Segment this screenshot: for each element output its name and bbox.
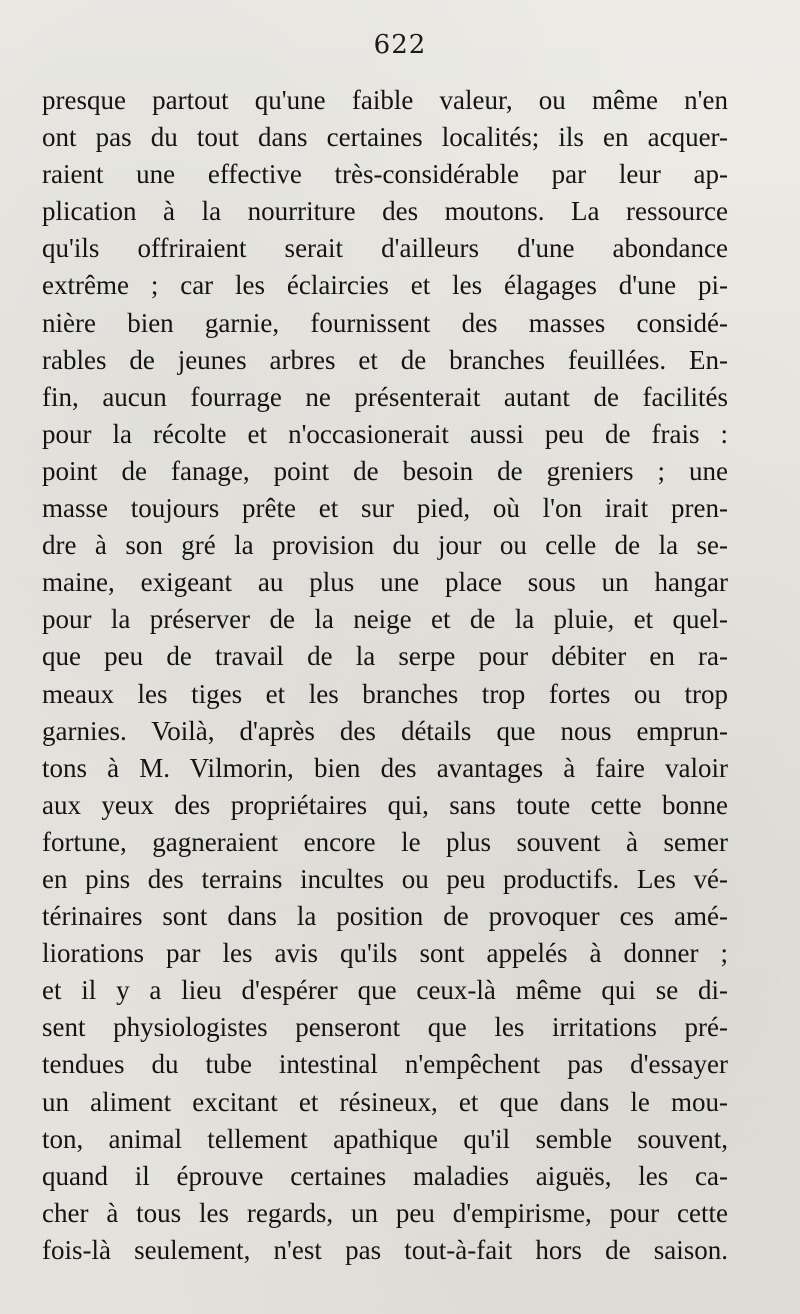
text-line: masse toujours prête et sur pied, où l'on irait pren- [42,493,728,524]
text-line: ont pas du tout dans certaines localités; ils en acquer- [42,122,728,153]
text-line: qu'ils offriraient serait d'ailleurs d'une abondance [42,233,728,264]
text-line: point de fanage, point de besoin de greniers ; une [42,455,728,486]
text-line: nière bien garnie, fournissent des masses considé- [42,307,728,338]
text-line: sent physiologistes penseront que les irritations pré- [42,1012,728,1043]
text-line: garnies. Voilà, d'après des détails que nous emprun- [42,715,728,746]
text-line: en pins des terrains incultes ou peu productifs. Les vé- [42,863,728,894]
text-line: térinaires sont dans la position de provoquer ces amé- [42,901,728,932]
text-line: maine, exigeant au plus une place sous un hangar [42,567,728,598]
body-text [42,82,728,1269]
text-line: que peu de travail de la serpe pour débiter en ra- [42,641,728,672]
text-line: meaux les tiges et les branches trop fortes ou trop [42,678,728,709]
text-line: dre à son gré la provision du jour ou celle de la se- [42,530,728,561]
text-line: quand il éprouve certaines maladies aiguës, les ca- [42,1160,728,1191]
text-line: tons à M. Vilmorin, bien des avantages à faire valoir [42,752,728,783]
text-line: fortune, gagneraient encore le plus souvent à semer [42,826,728,857]
text-line: tendues du tube intestinal n'empêchent pas d'essayer [42,1049,728,1080]
text-line: extrême ; car les éclaircies et les élagages d'une pi- [42,270,728,301]
text-line: plication à la nourriture des moutons. La ressource [42,196,728,227]
page-number: 622 [373,30,427,60]
text-line: liorations par les avis qu'ils sont appelés à donner ; [42,938,728,969]
text-line: un aliment excitant et résineux, et que dans le mou- [42,1086,728,1117]
text-line: cher à tous les regards, un peu d'empirisme, pour cette [42,1197,728,1228]
text-line: pour la préserver de la neige et de la pluie, et quel- [42,604,728,635]
text-line: fois-là seulement, n'est pas tout-à-fait hors de saison. [42,1234,728,1265]
text-line: et il y a lieu d'espérer que ceux-là même qui se di- [42,975,728,1006]
text-line: raient une effective très-considérable par leur ap- [42,159,728,190]
text-line: pour la récolte et n'occasionerait aussi peu de frais : [42,418,728,449]
text-line: rables de jeunes arbres et de branches feuillées. En- [42,344,728,375]
text-line: fin, aucun fourrage ne présenterait autant de facilités [42,381,728,412]
text-line: presque partout qu'une faible valeur, ou même n'en [42,85,728,115]
text-line: ton, animal tellement apathique qu'il semble souvent, [42,1123,728,1154]
text-line: aux yeux des propriétaires qui, sans toute cette bonne [42,789,728,820]
